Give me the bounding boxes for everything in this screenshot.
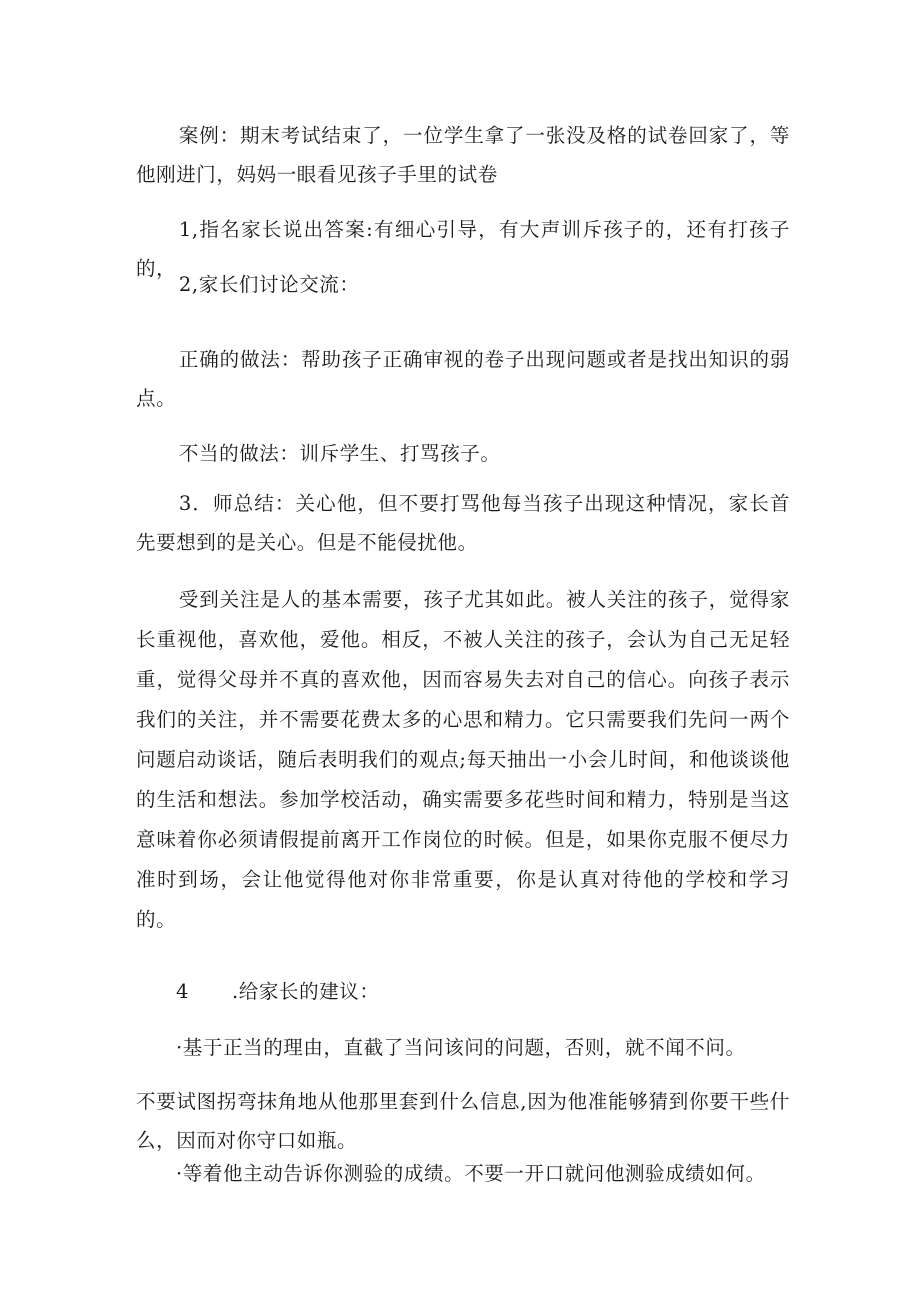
advice-bullet-2: ·等着他主动告诉你测验的成绩。不要一开口就问他测验成绩如何。 xyxy=(176,1162,766,1185)
advice-bullet-1: ·基于正当的理由，直截了当问该问的问题，否则，就不闻不问。 xyxy=(176,1036,746,1059)
step-4-heading: .给家长的建议： xyxy=(232,980,380,1003)
step-4-number: 4 xyxy=(176,980,189,1003)
step-2-paragraph: 2,家长们讨论交流： xyxy=(178,273,360,296)
step-1-paragraph: 1,指名家长说出答案:有细心引导，有大声训斥孩子的，还有打孩子的， xyxy=(136,218,790,280)
step-3-paragraph: 3．师总结：关心他，但不要打骂他每当孩子出现这种情况，家长首先要想到的是关心。但是不能侵扰他。 xyxy=(136,492,790,554)
case-paragraph: 案例：期末考试结束了，一位学生拿了一张没及格的试卷回家了，等他刚进门，妈妈一眼看见孩子手里的试卷 xyxy=(136,124,790,186)
wrong-method-paragraph: 不当的做法：训斥学生、打骂孩子。 xyxy=(178,442,501,465)
attention-paragraph: 受到关注是人的基本需要，孩子尤其如此。被人关注的孩子，觉得家长重视他，喜欢他，爱他。相反，不被人关注的孩子，会认为自己无足轻重，觉得父母并不真的喜欢他，因而容易失去对自己的信心。向孩子表示我们的关注，并不需要花费太多的心思和精力。它只需要我们先问一两个问题启动谈话，随后表明我们的观点;每天抽出一小会儿时间，和他谈谈他的生活和想法。参加学校活动，确实需要多花些时间和精力，特别是当这意味着你必须请假提前离开工作岗位的时候。但是，如果你克服不便尽力准时到场，会让他觉得他对你非常重要，你是认真对待他的学校和学习的。 xyxy=(136,588,790,931)
correct-method-paragraph: 正确的做法：帮助孩子正确审视的卷子出现问题或者是找出知识的弱点。 xyxy=(136,348,790,410)
advice-detail-paragraph: 不要试图拐弯抹角地从他那里套到什么信息,因为他准能够猜到你要干些什么，因而对你守口如瓶。 xyxy=(136,1090,790,1152)
